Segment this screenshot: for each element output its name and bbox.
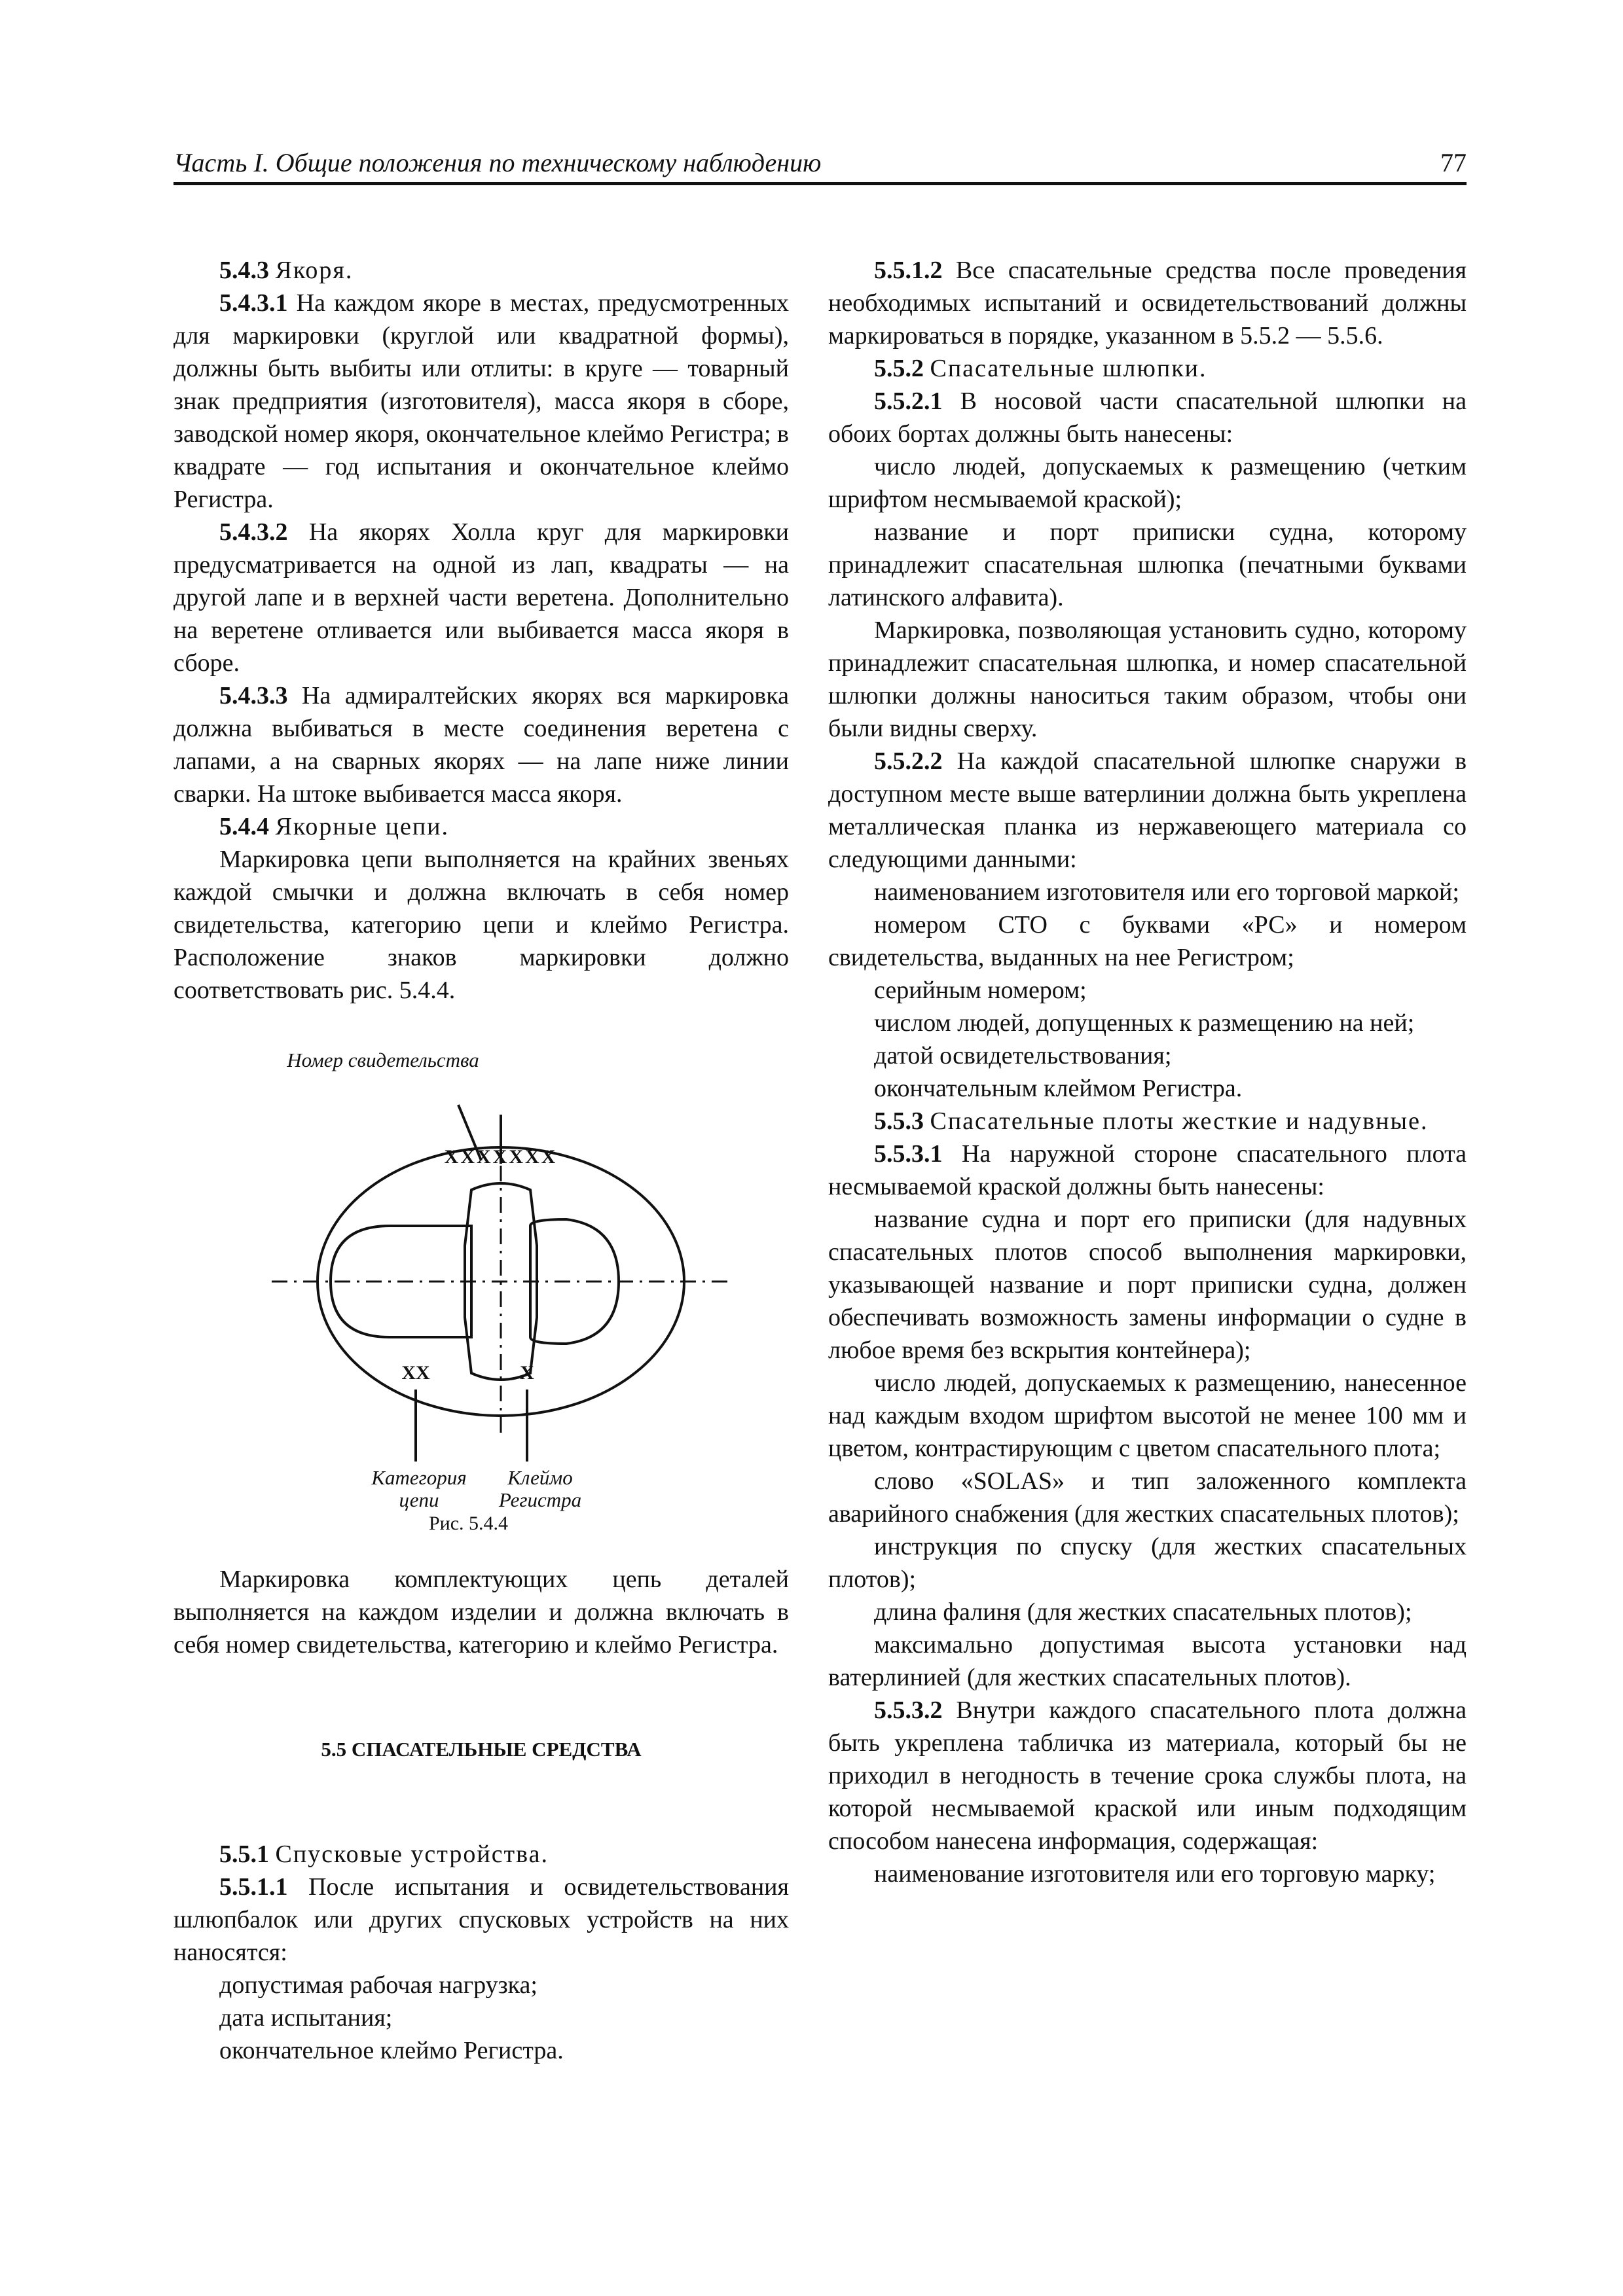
list-item: максимально допустимая высота установки над ватерлинией (для жестких спасательных плотов). bbox=[828, 1631, 1467, 1691]
para-5-4-3-1: 5.4.3.1 На каждом якоре в местах, предусмотренных для маркировки (круглой или квадратной формы), должны быть выбиты или отлиты: в круге — товарный знак предприятия (изготовителя), масса якоря в сборе, заводской номер якоря, окончательное клеймо Регистра; в квадрате — год испытания и окончательное клеймо Регистра. bbox=[173, 289, 790, 513]
left-column bbox=[173, 254, 789, 2067]
label-register-stamp: Клеймо Регистра bbox=[498, 1466, 582, 1511]
list-item: окончательным клеймом Регистра. bbox=[874, 1075, 1243, 1102]
list-item: окончательное клеймо Регистра. bbox=[219, 2037, 564, 2064]
marks-certificate: XXXXXXX bbox=[444, 1146, 558, 1168]
figure-chain-link bbox=[173, 1049, 789, 1534]
heading-5-4-3: 5.4.3 Якоря. bbox=[219, 257, 354, 284]
list-item: название судна и порт его приписки (для надувных спасательных плотов способ выполнения маркировки, указывающей название и порт приписки судна, должен обеспечивать возможность замены информации о судне в любое время без вскрытия контейнера); bbox=[828, 1206, 1467, 1364]
para-5-5-3-2: 5.5.3.2 Внутри каждого спасательного плота должна быть укреплена табличка из материала, который бы не приходил в негодность в течение срока службы плота, на которой несмываемой краской или иным подходящим способом нанесена информация, содержащая: bbox=[828, 1696, 1467, 1855]
list-item: слово «SOLAS» и тип заложенного комплекта аварийного снабжения (для жестких спасательных плотов); bbox=[828, 1467, 1467, 1528]
heading-5-5-3: 5.5.3 Спасательные плоты жесткие и надувные. bbox=[874, 1107, 1429, 1135]
para-5-5-1-2: 5.5.1.2 Все спасательные средства после проведения необходимых испытаний и освидетельствований должны маркироваться в порядке, указанном в 5.5.2 — 5.5.6. bbox=[828, 257, 1467, 350]
para-5-5-2-1: 5.5.2.1 В носовой части спасательной шлюпки на обоих бортах должны быть нанесены: bbox=[828, 387, 1467, 448]
label-certificate-number: Номер свидетельства bbox=[287, 1049, 479, 1071]
list-item: номером СТО с буквами «РС» и номером свидетельства, выданных на нее Регистром; bbox=[828, 911, 1467, 971]
list-item: инструкция по спуску (для жестких спасательных плотов); bbox=[828, 1533, 1467, 1593]
list-item: число людей, допускаемых к размещению (четким шрифтом несмываемой краской); bbox=[828, 453, 1467, 513]
right-column bbox=[828, 254, 1467, 1890]
marks-register: X bbox=[520, 1362, 534, 1384]
list-item: наименование изготовителя или его торговую марку; bbox=[874, 1860, 1436, 1888]
heading-5-4-4: 5.4.4 Якорные цепи. bbox=[219, 813, 449, 840]
list-item: название и порт приписки судна, которому принадлежит спасательная шлюпка (печатными буквами латинского алфавита). bbox=[828, 518, 1467, 611]
list-item: числом людей, допущенных к размещению на ней; bbox=[874, 1009, 1415, 1037]
list-item: серийным номером; bbox=[874, 977, 1087, 1004]
para-5-5-2-2: 5.5.2.2 На каждой спасательной шлюпке снаружи в доступном месте выше ватерлинии должна быть укреплена металлическая планка из нержавеющего материала со следующими данными: bbox=[828, 747, 1467, 873]
header-title: Часть I. Общие положения по техническому наблюдению bbox=[173, 148, 822, 177]
heading-5-5-2: 5.5.2 Спасательные шлюпки. bbox=[874, 355, 1207, 382]
list-item: дата испытания; bbox=[219, 2004, 393, 2032]
list-item: число людей, допускаемых к размещению, нанесенное над каждым входом шрифтом высотой не менее 100 мм и цветом, контрастирующим с цветом спасательного плота; bbox=[828, 1369, 1467, 1462]
chain-marking-text: Маркировка цепи выполняется на крайних звеньях каждой смычки и должна включать в себя номер свидетельства, категорию цепи и клеймо Регистра. Расположение знаков маркировки должно соответствовать рис. 5.4.4. bbox=[173, 846, 789, 1004]
para-5-5-3-1: 5.5.3.1 На наружной стороне спасательного плота несмываемой краской должны быть нанесены: bbox=[828, 1140, 1467, 1200]
para-5-5-2-1-note: Маркировка, позволяющая установить судно, которому принадлежит спасательная шлюпка, и номер спасательной шлюпки должны наноситься таким образом, чтобы они были видны сверху. bbox=[828, 617, 1467, 742]
section-5-5-title: 5.5 СПАСАТЕЛЬНЫЕ СРЕДСТВА bbox=[321, 1738, 642, 1761]
para-5-4-3-2: 5.4.3.2 На якорях Холла круг для маркировки предусматривается на одной из лап, квадраты — на другой лапе и в верхней части веретена. Дополнительно на веретене отливается или выбивается масса якоря в сборе. bbox=[173, 518, 790, 677]
page-header bbox=[173, 143, 1467, 185]
chain-link-drawing bbox=[173, 1049, 789, 1527]
figure-caption: Рис. 5.4.4 bbox=[429, 1513, 509, 1534]
para-5-4-3-3: 5.4.3.3 На адмиралтейских якорях вся маркировка должна выбиваться в месте соединения веретена с лапами, а на сварных якорях — на лапе ниже линии сварки. На штоке выбивается масса якоря. bbox=[173, 682, 789, 808]
page-number: 77 bbox=[1440, 148, 1467, 177]
list-item: допустимая рабочая нагрузка; bbox=[219, 1971, 538, 1999]
list-item: длина фалиня (для жестких спасательных плотов); bbox=[874, 1598, 1412, 1626]
list-item: датой освидетельствования; bbox=[874, 1042, 1172, 1069]
parts-marking-text: Маркировка комплектующих цепь деталей выполняется на каждом изделии и должна включать в себя номер свидетельства, категорию и клеймо Регистра. bbox=[173, 1566, 789, 1659]
para-5-5-1-1: 5.5.1.1 После испытания и освидетельствования шлюпбалок или других спусковых устройств на них наносятся: bbox=[173, 1873, 789, 1966]
list-item: наименованием изготовителя или его торговой маркой; bbox=[874, 878, 1459, 906]
label-chain-category: Категория цепи bbox=[371, 1466, 467, 1511]
marks-category: XX bbox=[401, 1362, 430, 1384]
heading-5-5-1: 5.5.1 Спусковые устройства. bbox=[219, 1840, 549, 1868]
